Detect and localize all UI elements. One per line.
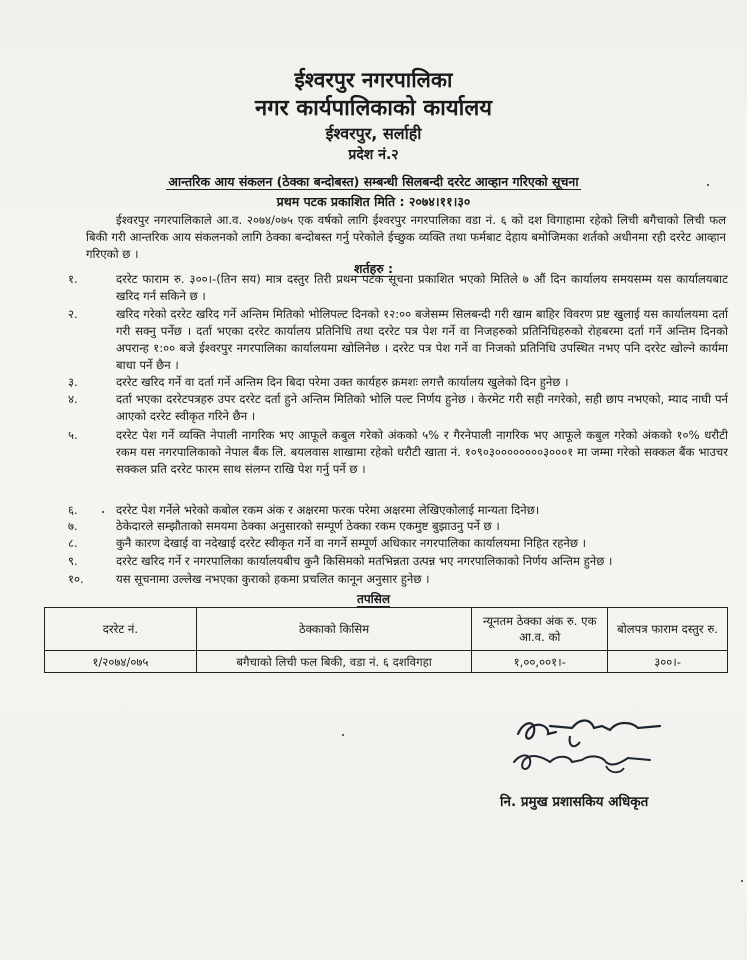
header-form-fee: बोलपत्र फाराम दस्तुर रु. [608,608,728,651]
table-header-row [45,608,728,651]
condition-text: दररेट खरिद गर्ने वा दर्ता गर्ने अन्तिम दिन बिदा परेमा उक्त कार्यहरु क्रमशः लगत्तै कार्यालय खुलेको दिन हुनेछ । [116,375,569,389]
condition-text: दर्ता भएका दररेटपत्रहरु उपर दररेट दर्ता हुने अन्तिम मितिको भोलि पल्ट निर्णय हुनेछ । केरमेट गरी सही नगरेको, सही छाप नभएको, म्याद नाघी पर्न आएको दररेट स्वीकृत गरिने छैन । [116,392,728,423]
header-contract-type: ठेक्काको किसिम [196,608,472,651]
condition-number: ८. [68,536,78,550]
condition-number: ४. [68,392,78,406]
province-label: प्रदेश नं.२ [348,147,399,163]
condition-number: ३. [68,375,78,389]
condition-number: ६. [68,503,78,517]
condition-number: १०. [68,572,84,586]
condition-number: २. [68,307,78,321]
intro-paragraph: ईश्वरपुर नगरपालिकाले आ.व. २०७४/०७५ एक वर्षको लागि ईश्वरपुर नगरपालिका वडा नं. ६ को दश विगाहामा रहेको लिची बगैचाको लिची फल बिकी गरी आन्तरिक आय संकलनको लागि ठेक्का बन्दोबस्त गर्नु परेकोले ईच्छुक व्यक्ति तथा फर्मबाट देहाय बमोजिमका शर्तको अधीनमा रही दररेट आव्हान गरिएको छ । [86,213,726,261]
office-name: नगर कार्यपालिकाको कार्यालय [255,96,492,121]
speck [741,880,743,882]
condition-text: दररेट फाराम रु. ३००।-(तिन सय) मात्र दस्तुर तिरी प्रथम पटक सूचना प्रकाशित भएको मितिले ७ औं दिन कार्यालय समयसम्म यस कार्यालयबाट खरिद गर्न सकिने छ । [116,272,728,303]
schedule-heading-text: तपसिल [356,592,390,606]
speck [342,734,344,736]
condition-text: यस सूचनामा उल्लेख नभएका कुराको हकमा प्रचलित कानून अनुसार हुनेछ । [116,572,430,586]
condition-text: दररेट पेश गर्नेले भरेको कबोल रकम अंक र अक्षरमा फरक परेमा अक्षरमा लेखिएकोलाई मान्यता दिनेछ। [116,503,540,517]
condition-text: कुनै कारण देखाई वा नदेखाई दररेट स्वीकृत गर्ने वा नगर्ने सम्पूर्ण अधिकार नगरपालिका कार्यालयमा निहित रहनेछ । [116,536,587,550]
condition-number: ५. [68,428,78,442]
conditions-heading-text: शर्तहरु : [353,261,394,276]
header-rate-no: दररेट नं. [45,608,197,651]
condition-number: ९. [68,554,78,568]
header-minimum-amount: न्यूनतम ठेक्का अंक रु. एक आ.व. को [472,608,608,651]
condition-text: खरिद गरेको दररेट खरिद गर्ने अन्तिम मितिको भोलिपल्ट दिनको १२:०० बजेसम्म सिलबन्दी गरी खाम बाहिर विवरण प्रष्ट खुलाई यस कार्यालयमा दर्ता गरी सक्नु पर्नेछ । दर्ता भएका दररेट कार्यालय प्रतिनिधि तथा दररेट पत्र पेश गर्ने वा निजहरुको प्रतिनिधिहरुको रोहबरमा दर्ता गर्ने अन्तिम दिनको अपरान्ह १:०० बजे ईश्वरपुर नगरपालिका कार्यालयमा खोलिनेछ । दररेट पत्र पेश गर्ने वा निजको प्रतिनिधि उपस्थित नभए पनि दररेट खोल्ने कार्यमा बाधा पर्ने छैन । [116,307,728,372]
signatory-title: नि. प्रमुख प्रशासकिय अधिकृत [500,794,649,810]
notice-subject [0,173,747,190]
cell-rate-no: १/२०७४/०७५ [45,651,197,673]
handwritten-signature [510,712,670,782]
schedule-table [44,607,728,673]
table-row [45,651,728,673]
office-location: ईश्वरपुर, सर्लाही [325,124,422,143]
speck [707,184,709,186]
condition-text: ठेकेदारले सम्झौताको समयमा ठेक्का अनुसारको सम्पूर्ण ठेक्का रकम एकमुष्ट बुझाउनु पर्ने छ । [116,519,500,533]
municipality-name: ईश्वरपुर नगरपालिका [294,68,453,92]
condition-number: १. [68,272,78,286]
cell-contract-type: बगैचाको लिची फल बिकी, वडा नं. ६ दशविगहा [196,651,472,673]
publication-date: प्रथम पटक प्रकाशित मिति : २०७४।११।३० [276,194,471,209]
cell-form-fee: ३००।- [608,651,728,673]
condition-number: ७. [68,519,78,533]
condition-text: दररेट खरिद गर्ने र नगरपालिका कार्यालयबीच कुनै किसिमको मतभिन्नता उत्पन्न भए नगरपालिकाको निर्णय अन्तिम हुनेछ । [116,554,613,568]
cell-minimum-amount: १,००,००१।- [472,651,608,673]
schedule-heading [0,590,747,607]
condition-text: दररेट पेश गर्ने व्यक्ति नेपाली नागरिक भए आफूले कबुल गरेको अंकको ५% र गैरनेपाली नागरिक भए आफूले कबुल गरेको अंकको १०% धरौटी रकम यस नगरपालिकाको नेपाल बैंक लि. बयलवास शाखामा रहेको धरौटी खाता नं. १०९०३००००००००३०००१ मा जम्मा गरेको सक्कल बैंक भाउचर सक्कल प्रति दररेट फारम साथ संलग्न राखि पेश गर्नु पर्ने छ । [116,428,728,476]
speck [102,511,104,513]
notice-subject-text: आन्तरिक आय संकलन (ठेक्का बन्दोबस्त) सम्बन्धी सिलबन्दी दररेट आव्हान गरिएको सूचना [168,174,579,189]
